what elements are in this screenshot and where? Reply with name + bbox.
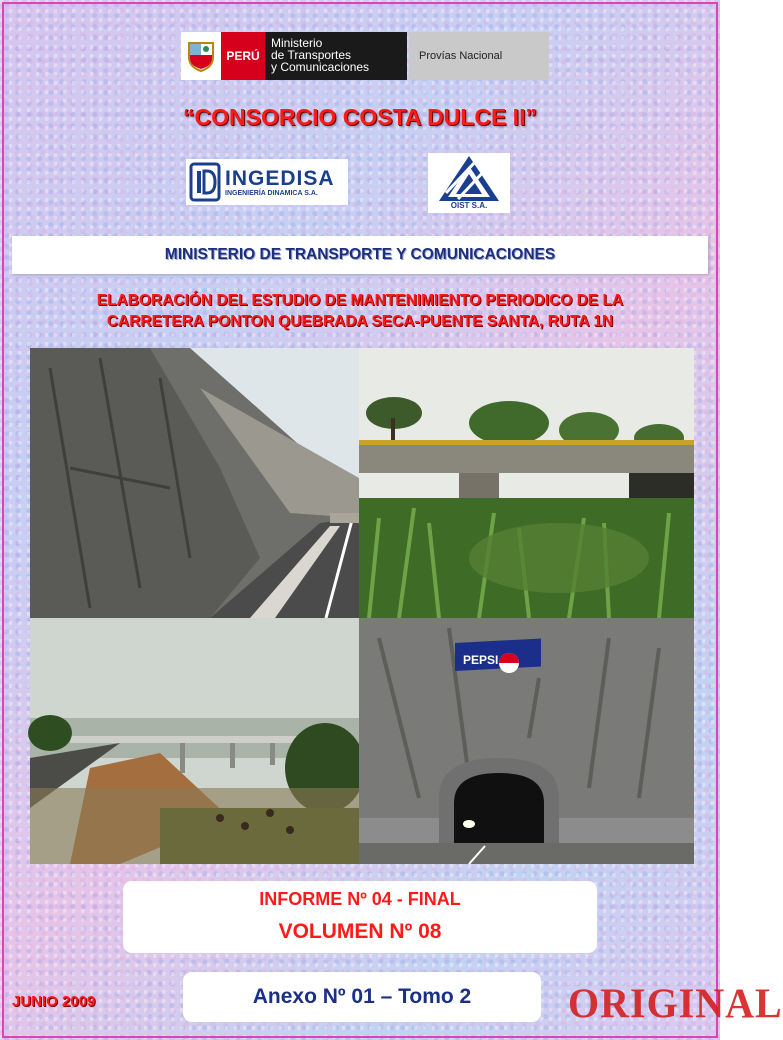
peru-label: PERÚ [221, 32, 265, 80]
ingedisa-subtitle: INGENIERÍA DINAMICA S.A. [225, 189, 318, 197]
ministry-line: de Transportes [271, 48, 352, 62]
oist-logo [428, 153, 510, 213]
ingedisa-mark-icon [190, 163, 220, 201]
original-stamp: ORIGINAL [568, 979, 783, 1028]
ingedisa-logo [186, 159, 348, 205]
volumen-number: VOLUMEN Nº 08 [278, 920, 442, 943]
ministry-line: y Comunicaciones [271, 60, 370, 74]
informe-number: INFORME Nº 04 - FINAL [259, 889, 461, 909]
photo-tunnel [359, 618, 694, 864]
photo-bridge-vegetation [359, 348, 694, 618]
publication-date: JUNIO 2009 [12, 993, 96, 1010]
photo-rock-cut-road [30, 348, 359, 618]
oist-triangle-icon [436, 153, 502, 203]
estudio-title-line: ELABORACIÓN DEL ESTUDIO DE MANTENIMIENTO PERIODICO DE LA [96, 292, 624, 309]
ministry-line: Ministerio [271, 36, 323, 50]
anexo-label: Anexo Nº 01 – Tomo 2 [183, 972, 541, 1022]
peru-coat-of-arms-icon [181, 32, 221, 80]
provias-label: Provías Nacional [409, 32, 549, 80]
mtc-header-logo [181, 32, 549, 80]
consorcio-title: “CONSORCIO COSTA DULCE II” [183, 104, 537, 130]
estudio-title-line: CARRETERA PONTON QUEBRADA SECA-PUENTE SANTA, RUTA 1N [106, 313, 614, 330]
estudio-title [0, 290, 720, 332]
ingedisa-name: INGEDISA [225, 166, 335, 190]
photo-long-bridge-river [30, 618, 359, 864]
ministerio-banner: MINISTERIO DE TRANSPORTE Y COMUNICACIONES [12, 236, 708, 274]
oist-name: OIST S.A. [450, 201, 488, 210]
tunnel-sign-text: PEPSI [463, 653, 499, 667]
ministry-name [265, 32, 407, 80]
